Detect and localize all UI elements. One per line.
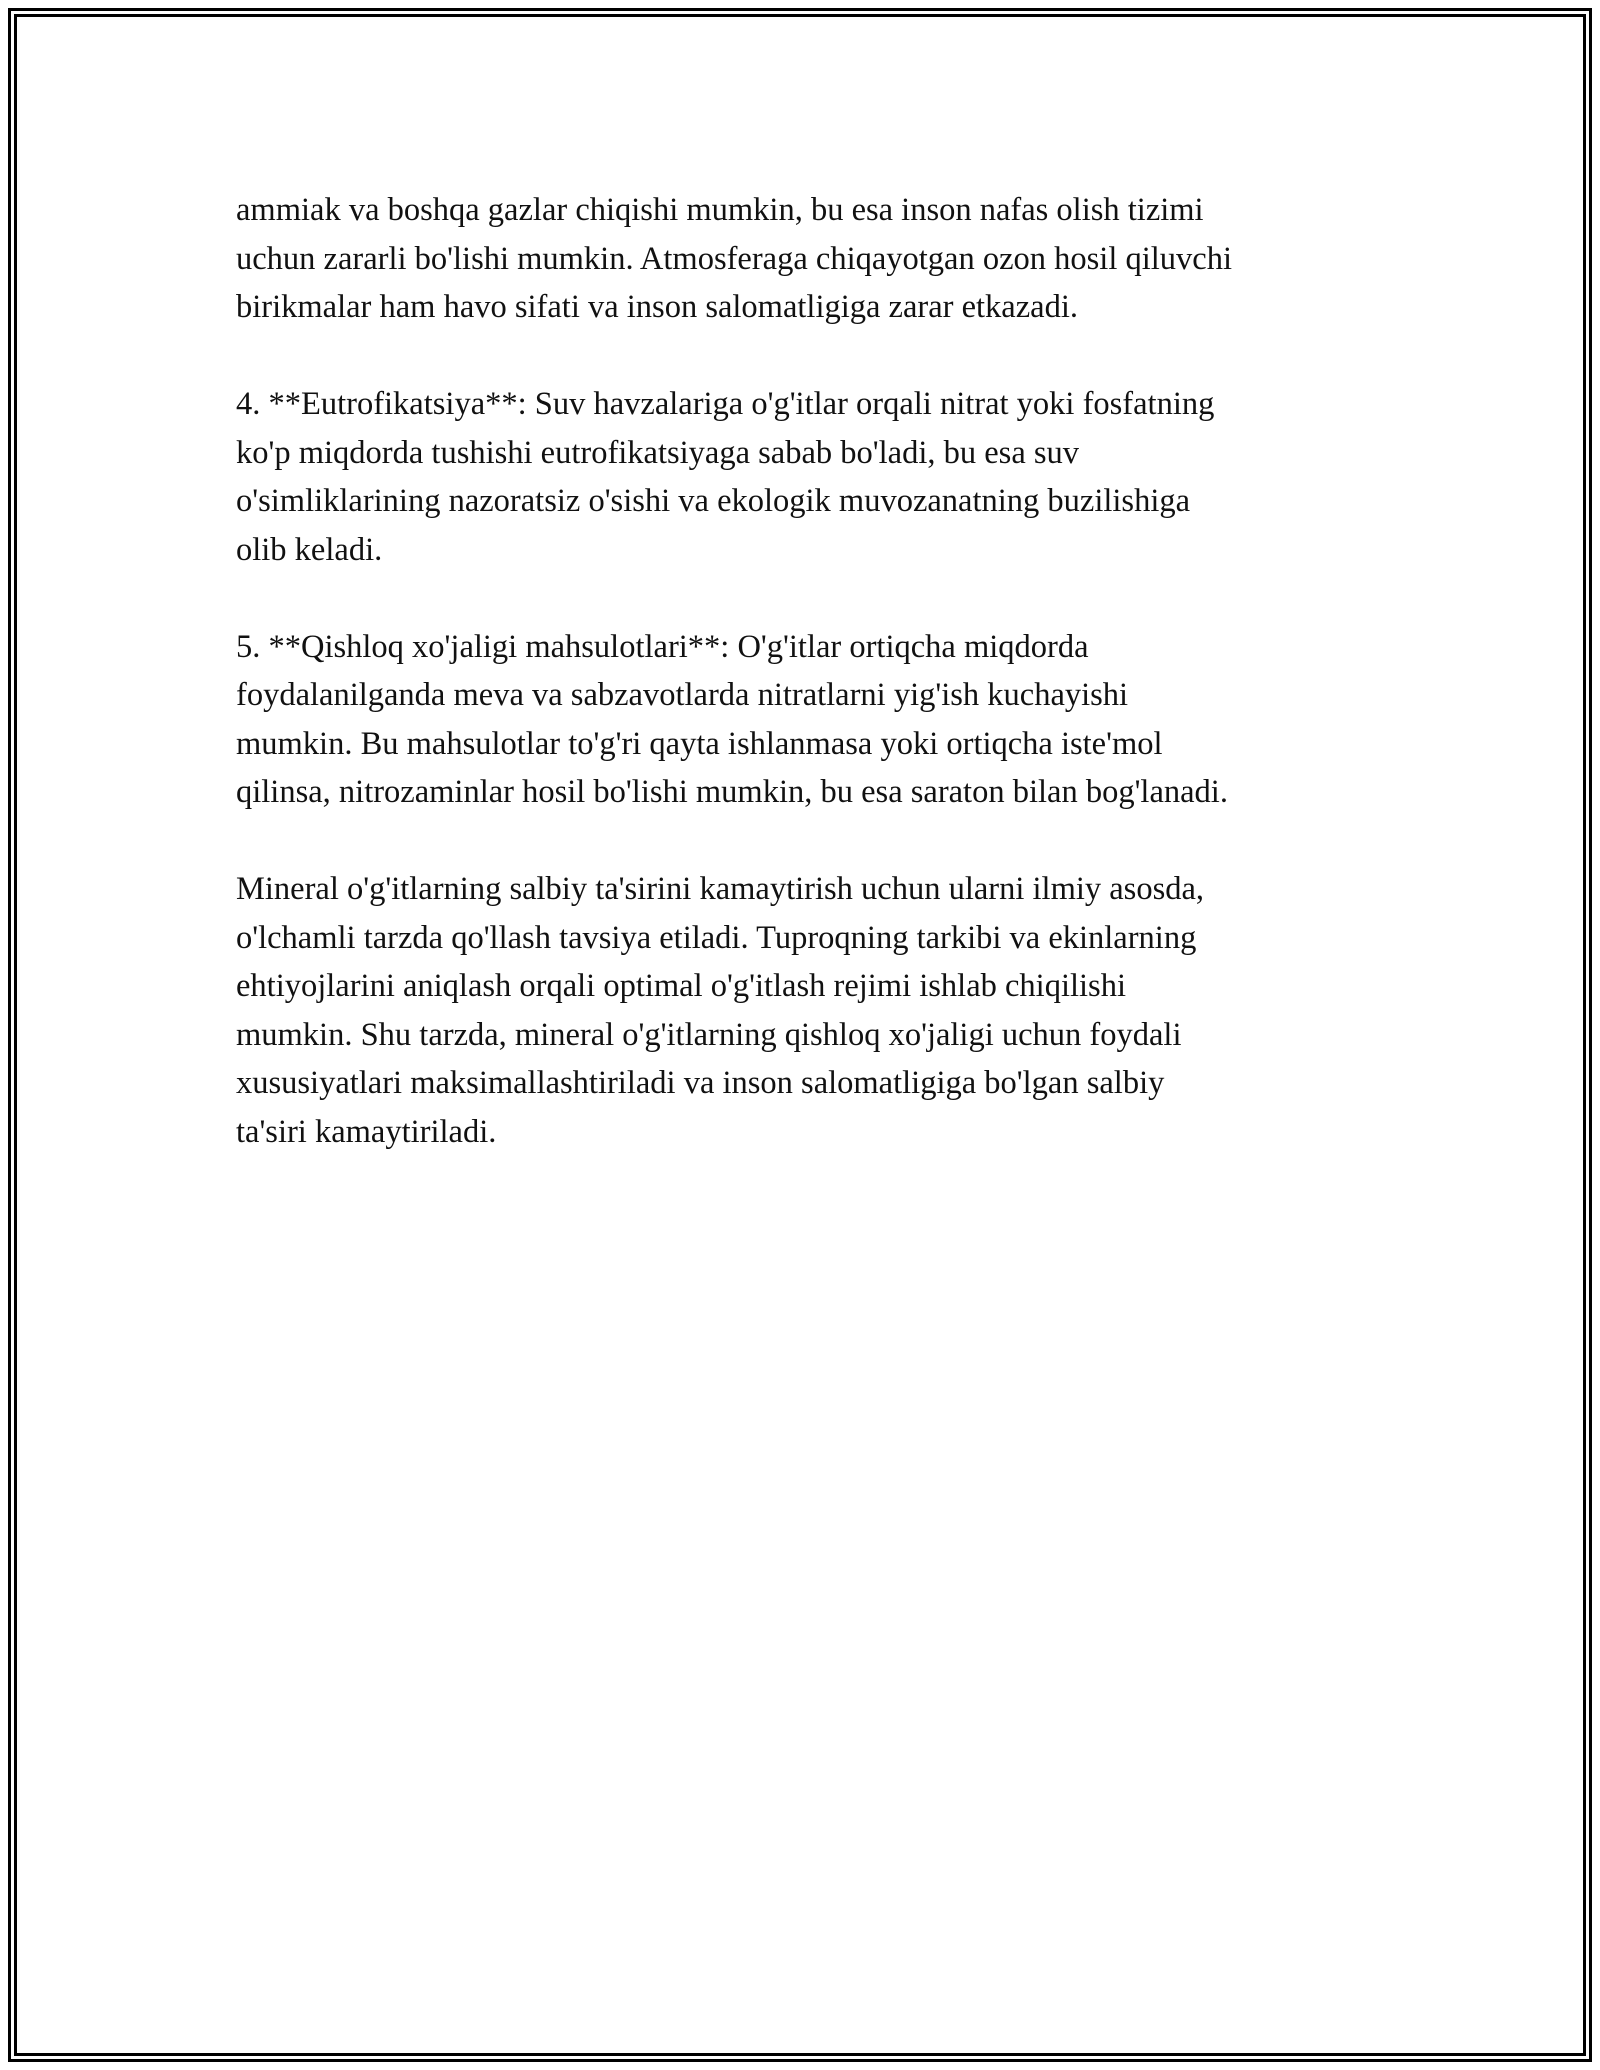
text-line: xususiyatlari maksimallashtiriladi va inson salomatligiga bo'lgan salbiy — [236, 1065, 1165, 1101]
text-line: o'simliklarining nazoratsiz o'sishi va ekologik muvozanatning buzilishiga — [236, 483, 1191, 519]
document-body — [236, 186, 1376, 1205]
text-line: olib keladi. — [236, 531, 383, 568]
text-line: mumkin. Bu mahsulotlar to'g'ri qayta ishlanmasa yoki ortiqcha iste'mol — [236, 725, 1163, 762]
paragraph-conclusion — [236, 865, 1376, 1156]
text-line: foydalanilganda meva va sabzavotlarda nitratlarni yig'ish kuchayishi — [236, 677, 1129, 713]
text-line: ammiak va boshqa gazlar chiqishi mumkin, bu esa inson nafas olish tizimi — [236, 192, 1204, 228]
text-line: o'lchamli tarzda qo'llash tavsiya etiladi. Tuproqning tarkibi va ekinlarning — [236, 919, 1197, 956]
paragraph-eutrophication — [236, 380, 1376, 574]
text-line: mumkin. Shu tarzda, mineral o'g'itlarning qishloq xo'jaligi uchun foydali — [236, 1016, 1182, 1053]
text-line: 5. **Qishloq xo'jaligi mahsulotlari**: O'g'itlar ortiqcha miqdorda — [236, 628, 1089, 665]
text-line: uchun zararli bo'lishi mumkin. Atmosferaga chiqayotgan ozon hosil qiluvchi — [236, 240, 1232, 277]
text-line: birikmalar ham havo sifati va inson salomatligiga zarar etkazadi. — [236, 289, 1078, 325]
paragraph-air-pollution — [236, 186, 1376, 332]
text-line: 4. **Eutrofikatsiya**: Suv havzalariga o'g'itlar orqali nitrat yoki fosfatning — [236, 386, 1215, 422]
text-line: Mineral o'g'itlarning salbiy ta'sirini kamaytirish uchun ularni ilmiy asosda, — [236, 871, 1205, 907]
text-line: ta'siri kamaytiriladi. — [236, 1113, 497, 1150]
text-line: qilinsa, nitrozaminlar hosil bo'lishi mumkin, bu esa saraton bilan bog'lanadi. — [236, 774, 1228, 810]
text-line: ehtiyojlarini aniqlash orqali optimal o'g'itlash rejimi ishlab chiqilishi — [236, 968, 1126, 1004]
text-line: ko'p miqdorda tushishi eutrofikatsiyaga sabab bo'ladi, bu esa suv — [236, 434, 1080, 471]
paragraph-agricultural-products — [236, 623, 1376, 817]
